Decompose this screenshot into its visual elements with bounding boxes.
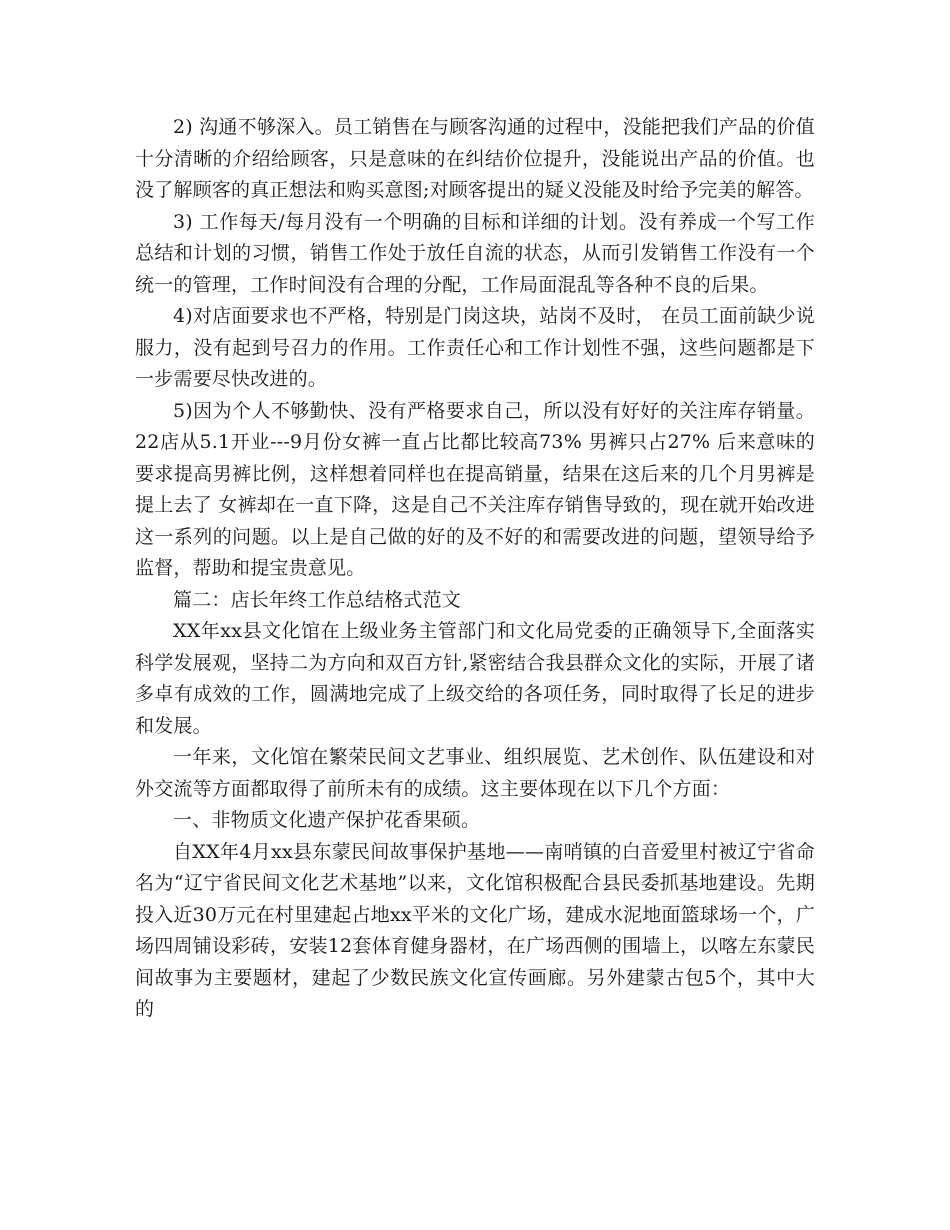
intro-paragraph: XX年xx县文化馆在上级业务主管部门和文化局党委的正确领导下,全面落实科学发展观，坚持二为方向和双百方针,紧密结合我县群众文化的实际，开展了诸多卓有成效的工作，圆满地完成了上级交给的各项任务，同时取得了长足的进步和发展。 — [135, 620, 815, 737]
paragraph-item-4: 4)对店面要求也不严格，特别是门岗这块，站岗不及时， 在员工面前缺少说服力，没有起到号召力的作用。工作责任心和工作计划性不强，这些问题都是下一步需要尽快改进的。 — [135, 305, 815, 390]
summary-paragraph: 一年来，文化馆在繁荣民间文艺事业、组织展览、艺术创作、队伍建设和对外交流等方面都取得了前所未有的成绩。这主要体现在以下几个方面： — [135, 746, 815, 800]
section-heading: 篇二：店长年终工作总结格式范文 — [173, 588, 462, 611]
paragraph-item-5: 5)因为个人不够勤快、没有严格要求自己，所以没有好好的关注库存销量。22店从5.1开业---9月份女裤一直占比都比较高73% 男裤只占27% 后来意味的要求提高男裤比例，这样想着同样也在提高销量，结果在这后来的几个月男裤是提上去了 女裤却在一直下降，这是自己不关注库存销售导致的，现在就开始改进这一系列的问题。以上是自己做的好的及不好的和需要改进的问题，望领导给予监督，帮助和提宝贵意见。 — [135, 399, 815, 579]
document-body — [135, 112, 815, 1026]
paragraph-item-2: 2) 沟通不够深入。员工销售在与顾客沟通的过程中，没能把我们产品的价值十分清晰的介绍给顾客，只是意味的在纠结价位提升，没能说出产品的价值。也没了解顾客的真正想法和购买意图;对顾客提出的疑义没能及时给予完美的解答。 — [135, 116, 815, 201]
paragraph-item-3: 3) 工作每天/每月没有一个明确的目标和详细的计划。没有养成一个写工作总结和计划的习惯，销售工作处于放任自流的状态，从而引发销售工作没有一个统一的管理，工作时间没有合理的分配，工作局面混乱等各种不良的后果。 — [135, 210, 815, 296]
body-paragraph: 自XX年4月xx县东蒙民间故事保护基地——南哨镇的白音爱里村被辽宁省命名为“辽宁省民间文化艺术基地”以来，文化馆积极配合县民委抓基地建设。先期投入近30万元在村里建起占地xx平米的文化广场，建成水泥地面篮球场一个，广场四周铺设彩砖，安装12套体育健身器材，在广场西侧的围墙上，以喀左东蒙民间故事为主要题材，建起了少数民族文化宣传画廊。另外建蒙古包5个，其中大的 — [135, 840, 816, 1020]
subsection-heading: 一、非物质文化遗产保护花香果硕。 — [173, 809, 481, 831]
